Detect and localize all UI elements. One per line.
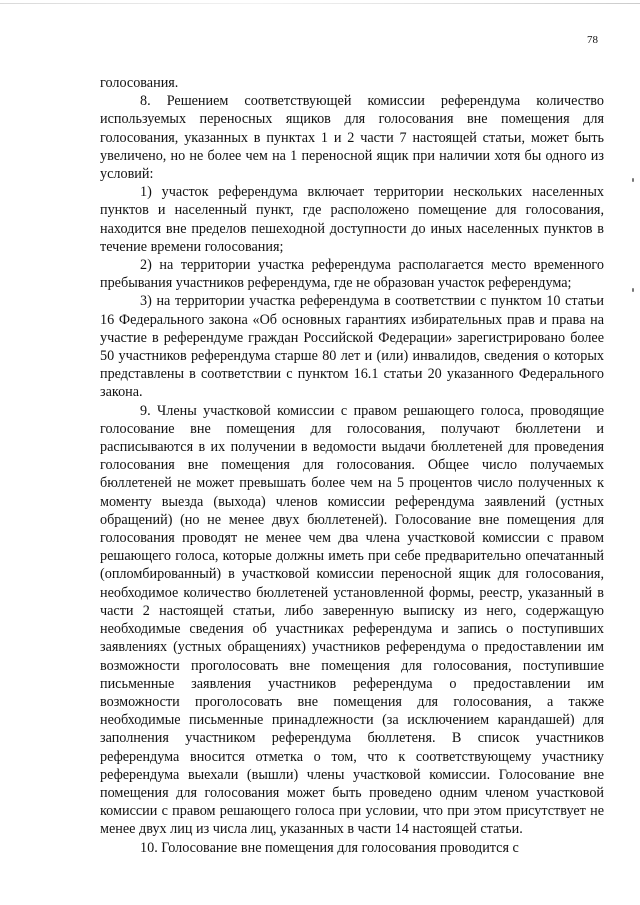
paragraph: 1) участок референдума включает территории нескольких населенных пунктов и населенный пункт, где расположено помещение для голосования, находится вне пределов пешеходной доступности до иных населенных пунктов в течение времени голосования; [100,184,604,255]
paragraph: 10. Голосование вне помещения для голосования проводится с [140,839,519,856]
scan-edge-line [0,3,640,4]
document-body [100,74,604,857]
paragraph: 2) на территории участка референдума располагается место временного пребывания участников референдума, где не образован участок референдума; [100,257,604,292]
paragraph: 3) на территории участка референдума в соответствии с пунктом 10 статьи 16 Федерального закона «Об основных гарантиях избирательных прав и права на участие в референдуме граждан Российской Федерации» зарегистрировано более 50 участников референдума старше 80 лет и (или) инвалидов, сведения о которых представлены в соответствии с пунктом 16.1 статьи 20 указанного Федерального закона. [100,293,604,401]
paragraph: голосования. [100,75,179,91]
margin-speck [632,288,634,292]
margin-speck [632,178,634,182]
paragraph: 8. Решением соответствующей комиссии референдума количество используемых переносных ящиков для голосования вне помещения для голосования, указанных в пунктах 1 и 2 части 7 настоящей статьи, может быть увеличено, но не более чем на 1 переносной ящик при наличии хотя бы одного из условий: [100,93,604,183]
paragraph: 9. Члены участковой комиссии с правом решающего голоса, проводящие голосование вне помещения для голосования, получают бюллетени и расписываются в их получении в ведомости выдачи бюллетеней для проведения голосования вне помещения для голосования. Общее число получаемых бюллетеней не может превышать более чем на 5 процентов число полученных к моменту выезда (выхода) членов комиссии референдума заявлений (устных обращений) (но не менее двух бюллетеней). Голосование вне помещения для голосования проводят не менее чем два члена участковой комиссии с правом решающего голоса, которые должны иметь при себе предварительно опечатанный (опломбированный) в участковой комиссии переносной ящик для голосования, необходимое количество бюллетеней установленной формы, реестр, указанный в части 2 настоящей статьи, либо заверенную выписку из него, содержащую необходимые сведения об участниках референдума и запись о поступивших заявлениях (устных обращениях) участников референдума о предоставлении им возможности проголосовать вне помещения для голосования, поступившие письменные заявления участников референдума о предоставлении им возможности проголосовать вне помещения для голосования, а также необходимые письменные принадлежности (за исключением карандашей) для заполнения участником референдума бюллетеня. В список участников референдума вносится отметка о том, что к соответствующему участнику референдума выехали (вышли) члены участковой комиссии. Голосование вне помещения для голосования может быть проведено одним членом участковой комиссии с правом решающего голоса при условии, что при этом присутствует не менее двух лиц из числа лиц, указанных в части 14 настоящей статьи. [100,402,604,838]
page-number: 78 [587,34,598,46]
